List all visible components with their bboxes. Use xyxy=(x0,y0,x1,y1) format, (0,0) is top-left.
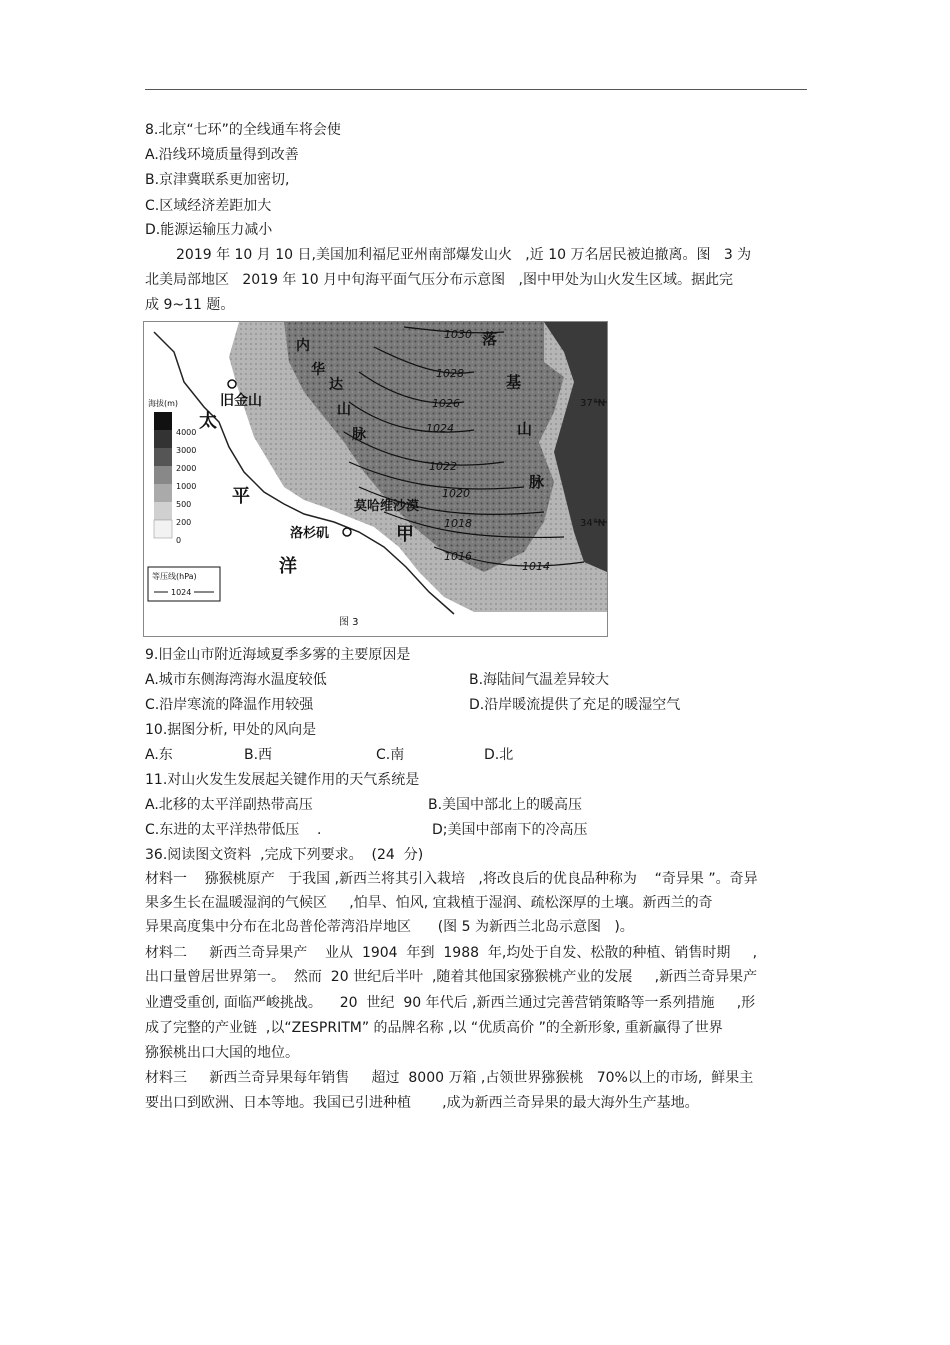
sierra-char: 脉 xyxy=(352,427,366,443)
q36-stem: 36.阅读图文资料 ,完成下列要求。 (24 分) xyxy=(145,847,424,863)
latitude-label: 37°N xyxy=(580,398,606,409)
isobar-legend xyxy=(148,567,220,601)
isobar-label: 1026 xyxy=(432,397,460,410)
intro-line-1: 2019 年 10 月 10 日,美国加利福尼亚州南部爆发山火 ,近 10 万名居民被迫撤离。图 3 为 xyxy=(176,247,752,263)
sierra-char: 山 xyxy=(337,402,351,418)
material-1-line: 材料一 猕猴桃原产 于我国 ,新西兰将其引入栽培 ,将改良后的优良品种称为 “奇异果 ”。奇异 xyxy=(145,871,758,887)
q8-stem: 8.北京“七环”的全线通车将会使 xyxy=(145,122,341,138)
sierra-char: 华 xyxy=(311,362,325,378)
legend-level: 2000 xyxy=(176,464,197,473)
q11-option-c: C.东进的太平洋热带低压 . xyxy=(145,822,322,838)
legend-level: 4000 xyxy=(176,428,197,437)
q10-stem: 10.据图分析, 甲处的风向是 xyxy=(145,722,317,738)
mojave-label: 莫哈维沙漠 xyxy=(354,499,420,514)
material-1-line: 果多生长在温暖湿润的气候区 ,怕旱、怕风, 宜栽植于湿润、疏松深厚的土壤。新西兰的奇 xyxy=(145,895,713,911)
q11-option-d: D;美国中部南下的冷高压 xyxy=(432,822,588,838)
q9-stem: 9.旧金山市附近海域夏季多雾的主要原因是 xyxy=(145,647,411,663)
q8-option-d: D.能源运输压力减小 xyxy=(145,222,273,238)
legend-level: 1000 xyxy=(176,482,197,491)
material-2-line: 出口量曾居世界第一。 然而 20 世纪后半叶 ,随着其他国家猕猴桃产业的发展 ,新西兰奇异果产 xyxy=(145,969,758,985)
pacific-char: 洋 xyxy=(279,556,297,577)
material-2-line: 材料二 新西兰奇异果产 业从 1904 年到 1988 年,均处于自发、松散的种植、销售时期 , xyxy=(145,945,758,961)
legend-level: 3000 xyxy=(176,446,197,455)
isobar-label: 1022 xyxy=(429,460,457,473)
intro-line-3: 成 9~11 题。 xyxy=(145,297,235,313)
figure-3-map xyxy=(143,321,608,637)
q8-option-b: B.京津冀联系更加密切, xyxy=(145,172,290,188)
rocky-char: 山 xyxy=(517,420,533,438)
isobar-label: 1030 xyxy=(444,328,472,341)
q10-option-d: D.北 xyxy=(484,747,514,763)
material-3-line: 材料三 新西兰奇异果每年销售 超过 8000 万箱 ,占领世界猕猴桃 70%以上的市场, 鲜果主 xyxy=(145,1070,754,1086)
legend-level: 500 xyxy=(176,500,192,509)
isobar-label: 1028 xyxy=(436,367,464,380)
isobar-legend-title: 等压线(hPa) xyxy=(152,572,197,581)
rocky-char: 基 xyxy=(506,373,522,391)
map-svg xyxy=(144,322,607,636)
q9-option-a: A.城市东侧海湾海水温度较低 xyxy=(145,672,327,688)
q11-stem: 11.对山火发生发展起关键作用的天气系统是 xyxy=(145,772,420,788)
rocky-char: 脉 xyxy=(529,473,545,491)
q8-option-a: A.沿线环境质量得到改善 xyxy=(145,147,299,163)
legend-level: 200 xyxy=(176,518,192,527)
material-2-line: 成了完整的产业链 ,以“ZESPRITM” 的品牌名称 ,以 “优质高价 ”的全新形象, 重新赢得了世界 xyxy=(145,1020,723,1036)
q9-option-d: D.沿岸暖流提供了充足的暖湿空气 xyxy=(469,697,681,713)
q8-option-c: C.区域经济差距加大 xyxy=(145,198,272,214)
san-francisco-label: 旧金山 xyxy=(220,393,262,409)
pacific-char: 太 xyxy=(199,411,217,432)
rocky-char: 落 xyxy=(482,330,498,348)
isobar-label: 1018 xyxy=(444,517,472,530)
material-2-line: 业遭受重创, 面临严峻挑战。 20 世纪 90 年代后 ,新西兰通过完善营销策略等一系列措施 ,形 xyxy=(145,995,756,1011)
sierra-char: 内 xyxy=(296,338,310,354)
q9-option-b: B.海陆间气温差异较大 xyxy=(469,672,610,688)
elevation-legend-title: 海拔(m) xyxy=(148,399,179,408)
san-francisco-marker xyxy=(228,380,236,388)
isobar-label: 1014 xyxy=(522,560,550,573)
header-rule xyxy=(145,89,807,90)
jia-label: 甲 xyxy=(396,524,414,545)
los-angeles-marker xyxy=(343,528,351,536)
q10-option-c: C.南 xyxy=(376,747,405,763)
q11-option-b: B.美国中部北上的暖高压 xyxy=(428,797,583,813)
sierra-char: 达 xyxy=(329,377,343,393)
q11-option-a: A.北移的太平洋副热带高压 xyxy=(145,797,313,813)
figure-caption: 图 3 xyxy=(339,617,359,628)
material-3-line: 要出口到欧洲、日本等地。我国已引进种植 ,成为新西兰奇异果的最大海外生产基地。 xyxy=(145,1095,699,1111)
material-2-line: 猕猴桃出口大国的地位。 xyxy=(145,1045,299,1061)
q9-option-c: C.沿岸寒流的降温作用较强 xyxy=(145,697,314,713)
isobar-label: 1016 xyxy=(444,550,472,563)
pacific-char: 平 xyxy=(232,486,250,507)
isobar-legend-value: 1024 xyxy=(171,588,192,597)
q10-option-b: B.西 xyxy=(244,747,273,763)
latitude-label: 34°N xyxy=(580,518,606,529)
isobar-label: 1024 xyxy=(426,422,454,435)
intro-line-2: 北美局部地区 2019 年 10 月中旬海平面气压分布示意图 ,图中甲处为山火发生区域。据此完 xyxy=(145,272,733,288)
isobar-label: 1020 xyxy=(442,487,470,500)
los-angeles-label: 洛杉矶 xyxy=(290,526,330,541)
q10-option-a: A.东 xyxy=(145,747,173,763)
legend-level: 0 xyxy=(176,536,182,545)
material-1-line: 异果高度集中分布在北岛普伦蒂湾沿岸地区 (图 5 为新西兰北岛示意图 )。 xyxy=(145,919,634,935)
